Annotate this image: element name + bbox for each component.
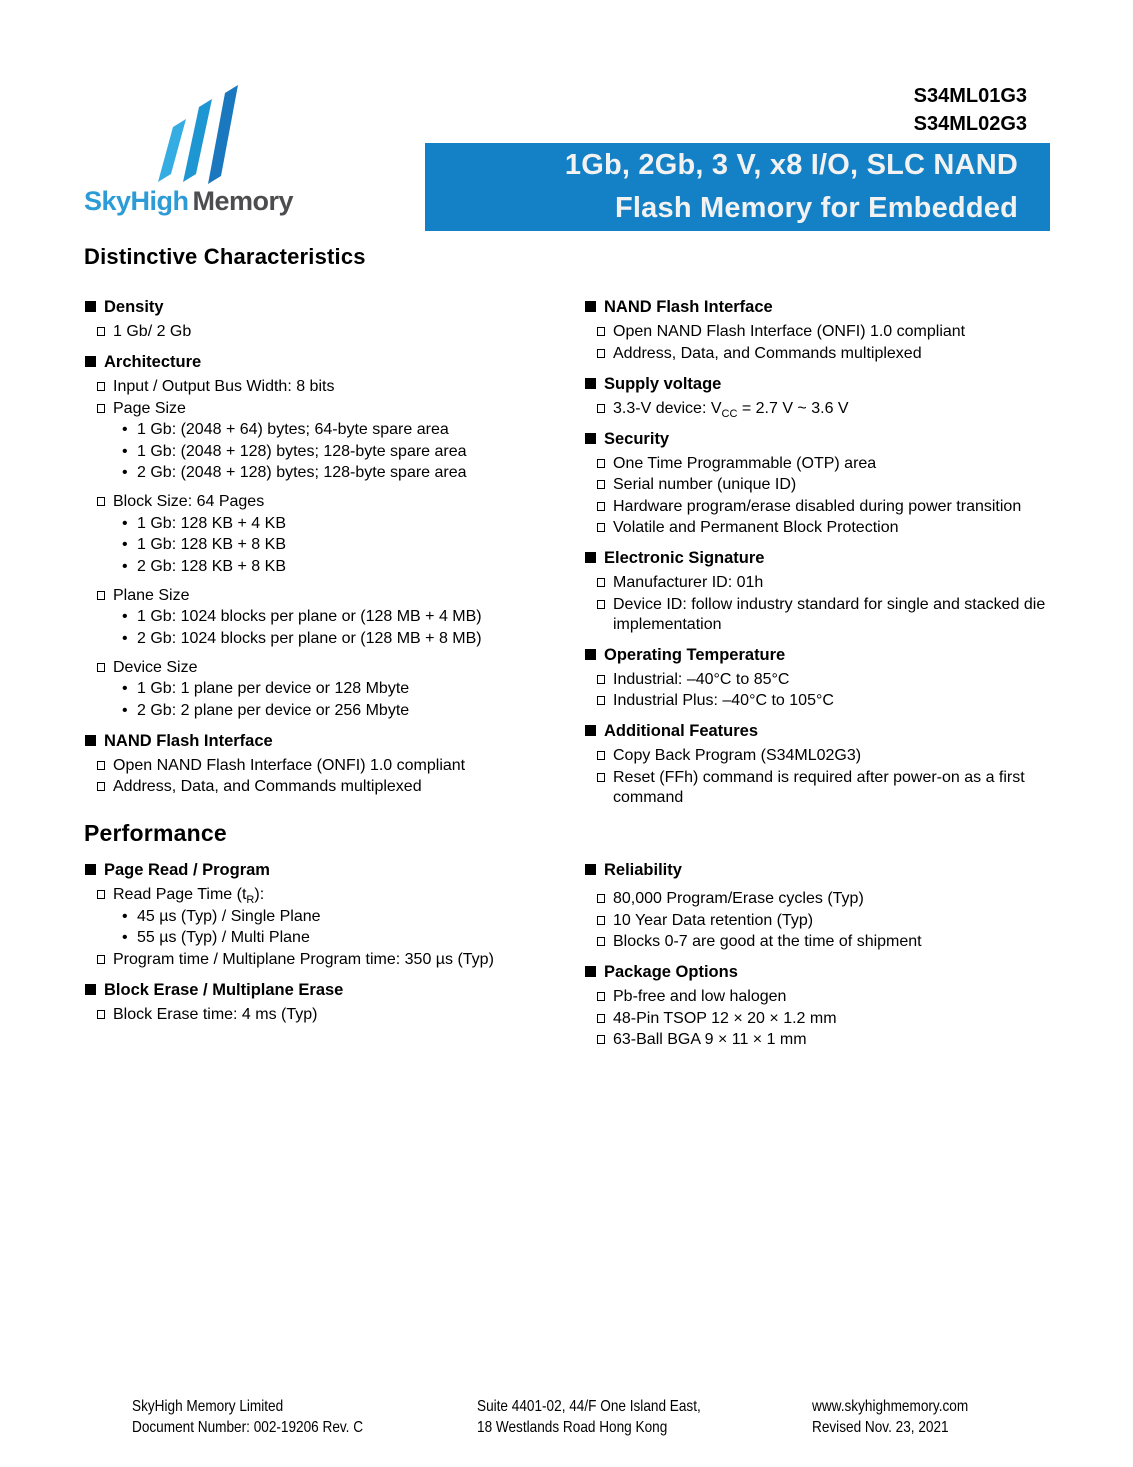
feature-item [97, 377, 576, 397]
feature-item-text: 2 Gb: 2 plane per device or 256 Mbyte [137, 701, 410, 719]
section-title-text: Density [104, 298, 164, 316]
feature-item-text: 1 Gb: 128 KB + 4 KB [137, 514, 286, 532]
feature-item-text: 45 µs (Typ) / Single Plane [137, 907, 321, 925]
skyhigh-logo [84, 85, 324, 217]
heading-distinctive-characteristics: Distinctive Characteristics [84, 244, 366, 269]
feature-item-text: One Time Programmable (OTP) area [613, 454, 877, 472]
feature-item [597, 889, 1066, 909]
section-title [584, 721, 1066, 741]
footer-website-revision [812, 1396, 968, 1438]
feature-item [597, 746, 1066, 766]
filled-square-bullet-icon [85, 735, 96, 746]
open-square-bullet-icon [597, 480, 605, 489]
feature-item-text: Address, Data, and Commands multiplexed [613, 344, 922, 362]
dot-bullet-icon: • [122, 536, 128, 553]
feature-section [584, 962, 1066, 1050]
feature-item [597, 322, 1066, 342]
open-square-bullet-icon [97, 591, 105, 600]
feature-item-text: Program time / Multiplane Program time: 350 µs (Typ) [113, 950, 494, 968]
section-title [84, 297, 576, 317]
dot-bullet-icon: • [122, 464, 128, 481]
feature-section [84, 980, 592, 1025]
section-title [584, 962, 1066, 982]
open-square-bullet-icon [97, 761, 105, 770]
feature-item-text: 1 Gb/ 2 Gb [113, 323, 192, 340]
open-square-bullet-icon [597, 1035, 605, 1044]
feature-subitem [122, 420, 576, 440]
feature-item-text: Hardware program/erase disabled during power transition [613, 497, 1022, 515]
filled-square-bullet-icon [85, 984, 96, 995]
logo-text-memory: Memory [192, 186, 294, 216]
filled-square-bullet-icon [85, 356, 96, 367]
feature-item [597, 932, 1066, 952]
filled-square-bullet-icon [85, 301, 96, 312]
feature-item-text: 80,000 Program/Erase cycles (Typ) [613, 890, 864, 907]
feature-item-text: Address, Data, and Commands multiplexed [113, 778, 422, 795]
feature-section [84, 297, 576, 342]
feature-item [597, 1009, 1066, 1029]
feature-item [97, 1005, 592, 1025]
feature-subitem [122, 514, 576, 534]
feature-section [584, 721, 1066, 808]
performance-right-column [584, 860, 1066, 1060]
section-title-text: Block Erase / Multiplane Erase [104, 980, 344, 999]
open-square-bullet-icon [597, 327, 605, 336]
feature-subitem [122, 607, 576, 627]
open-square-bullet-icon [97, 1010, 105, 1019]
feature-item-text: Page Size [113, 399, 186, 417]
feature-item-text: Input / Output Bus Width: 8 bits [113, 378, 335, 395]
filled-square-bullet-icon [585, 725, 596, 736]
text-segment: ): [254, 886, 265, 903]
subscript-text: CC [721, 407, 738, 420]
feature-item [597, 573, 1066, 593]
feature-subitem [122, 442, 576, 462]
feature-item-text: Industrial Plus: –40°C to 105°C [613, 692, 834, 709]
feature-item [97, 950, 592, 970]
filled-square-bullet-icon [585, 864, 596, 875]
open-square-bullet-icon [97, 404, 105, 413]
feature-item [597, 454, 1066, 474]
feature-item-text: Device ID: follow industry standard for single and stacked die implementation [613, 595, 1046, 633]
open-square-bullet-icon [597, 1014, 605, 1023]
part-number-2: S34ML02G3 [913, 113, 1027, 135]
feature-section [584, 429, 1066, 539]
feature-item-text [113, 885, 264, 905]
feature-item [97, 658, 576, 678]
banner-title-line-2: Flash Memory for Embedded [614, 192, 1018, 224]
feature-item [97, 777, 576, 797]
footer-address-line-2: 18 Westlands Road Hong Kong [477, 1419, 668, 1436]
feature-subitem [122, 629, 576, 649]
dot-bullet-icon: • [122, 557, 128, 575]
section-title-text: Operating Temperature [604, 645, 786, 664]
logo-bars-icon [158, 85, 248, 185]
section-title-text: Reliability [604, 861, 682, 879]
feature-item-text: 63-Ball BGA 9 × 11 × 1 mm [613, 1031, 807, 1048]
open-square-bullet-icon [597, 773, 605, 782]
feature-item-text: 1 Gb: (2048 + 128) bytes; 128-byte spare area [137, 442, 467, 460]
performance-left-column [84, 860, 592, 1035]
feature-item [97, 399, 576, 419]
heading-performance: Performance [84, 820, 227, 846]
dot-bullet-icon: • [122, 442, 128, 460]
feature-subitem [122, 463, 576, 483]
feature-item-text: 1 Gb: 1 plane per device or 128 Mbyte [137, 680, 410, 697]
footer-address-line-1: Suite 4401-02, 44/F One Island East, [477, 1398, 701, 1415]
section-title [84, 352, 576, 372]
feature-item [597, 399, 1066, 419]
feature-item-text: Volatile and Permanent Block Protection [613, 519, 899, 536]
feature-item-text: Device Size [113, 658, 198, 676]
feature-section [584, 548, 1066, 635]
feature-item-text: 2 Gb: (2048 + 128) bytes; 128-byte spare area [137, 464, 467, 481]
text-segment: = 2.7 V ~ 3.6 V [737, 399, 849, 417]
feature-item [597, 344, 1066, 364]
filled-square-bullet-icon [585, 649, 596, 660]
section-title-text: Architecture [104, 353, 202, 371]
feature-item [597, 497, 1066, 517]
feature-item-text: Industrial: –40°C to 85°C [613, 670, 790, 688]
feature-item-text: Blocks 0-7 are good at the time of shipment [613, 933, 922, 950]
feature-item-text: Open NAND Flash Interface (ONFI) 1.0 compliant [113, 756, 466, 774]
footer-address [477, 1396, 701, 1438]
feature-subitem [122, 535, 576, 555]
text-segment: Read Page Time (t [113, 886, 247, 903]
open-square-bullet-icon [597, 992, 605, 1001]
open-square-bullet-icon [597, 696, 605, 705]
footer-revision: Revised Nov. 23, 2021 [812, 1419, 949, 1436]
footer-document-number: Document Number: 002-19206 Rev. C [132, 1419, 364, 1436]
filled-square-bullet-icon [585, 301, 596, 312]
open-square-bullet-icon [97, 955, 105, 964]
feature-subitem [122, 907, 592, 927]
feature-section [584, 374, 1066, 419]
text-segment: 3.3-V device: V [613, 399, 722, 417]
feature-item-text: Open NAND Flash Interface (ONFI) 1.0 compliant [613, 323, 966, 340]
open-square-bullet-icon [597, 751, 605, 760]
feature-item-text: Pb-free and low halogen [613, 988, 787, 1005]
open-square-bullet-icon [597, 404, 605, 413]
logo-text-skyhigh: SkyHigh [84, 186, 189, 216]
feature-item-text: Serial number (unique ID) [613, 476, 797, 493]
section-title [584, 548, 1066, 568]
feature-item-text: Plane Size [113, 586, 190, 604]
section-title [84, 731, 576, 751]
feature-subitem [122, 701, 576, 721]
feature-item [597, 691, 1066, 711]
feature-item-text: Reset (FFh) command is required after power-on as a first command [613, 768, 1025, 806]
open-square-bullet-icon [597, 937, 605, 946]
open-square-bullet-icon [597, 600, 605, 609]
section-title [584, 374, 1066, 394]
characteristics-left-column [84, 297, 576, 807]
open-square-bullet-icon [97, 890, 105, 899]
feature-item [97, 492, 576, 512]
dot-bullet-icon: • [122, 680, 128, 697]
section-title-text: Security [604, 429, 670, 448]
feature-item [597, 670, 1066, 690]
subscript-text: R [246, 894, 255, 907]
section-title-text: Electronic Signature [604, 549, 765, 567]
open-square-bullet-icon [597, 578, 605, 587]
section-title-text: NAND Flash Interface [104, 731, 273, 750]
open-square-bullet-icon [97, 782, 105, 791]
open-square-bullet-icon [97, 497, 105, 506]
open-square-bullet-icon [97, 382, 105, 391]
feature-section [84, 860, 592, 970]
section-title [84, 980, 592, 1000]
feature-section [584, 645, 1066, 712]
section-title-text: Page Read / Program [104, 861, 270, 879]
footer-company-name: SkyHigh Memory Limited [132, 1398, 284, 1415]
feature-section [84, 731, 576, 798]
dot-bullet-icon: • [122, 608, 128, 625]
feature-item [597, 475, 1066, 495]
dot-bullet-icon: • [122, 907, 128, 925]
feature-item [597, 987, 1066, 1007]
part-numbers [727, 82, 1027, 138]
feature-item-text [613, 399, 849, 419]
feature-item [597, 518, 1066, 538]
section-title [584, 297, 1066, 317]
filled-square-bullet-icon [585, 378, 596, 389]
feature-item [597, 595, 1066, 635]
feature-section [584, 860, 1066, 952]
section-title [584, 429, 1066, 449]
open-square-bullet-icon [97, 663, 105, 672]
feature-item [97, 756, 576, 776]
feature-item [97, 586, 576, 606]
feature-item-text: 55 µs (Typ) / Multi Plane [137, 929, 310, 946]
open-square-bullet-icon [597, 675, 605, 684]
dot-bullet-icon: • [122, 929, 128, 946]
characteristics-right-column [584, 297, 1066, 818]
feature-subitem [122, 928, 592, 948]
feature-item-text: Copy Back Program (S34ML02G3) [613, 747, 862, 764]
section-title-text: NAND Flash Interface [604, 298, 773, 316]
feature-item-text: 2 Gb: 1024 blocks per plane or (128 MB + 8 MB) [137, 629, 482, 647]
filled-square-bullet-icon [585, 966, 596, 977]
dot-bullet-icon: • [122, 629, 128, 647]
section-title-text: Additional Features [604, 722, 759, 740]
section-title [584, 645, 1066, 665]
feature-item [97, 322, 576, 342]
filled-square-bullet-icon [585, 552, 596, 563]
section-title [584, 860, 1066, 880]
open-square-bullet-icon [597, 349, 605, 358]
open-square-bullet-icon [597, 523, 605, 532]
banner-title-line-1: 1Gb, 2Gb, 3 V, x8 I/O, SLC NAND [564, 149, 1018, 181]
filled-square-bullet-icon [585, 433, 596, 444]
feature-item-text: 48-Pin TSOP 12 × 20 × 1.2 mm [613, 1009, 837, 1027]
filled-square-bullet-icon [85, 864, 96, 875]
open-square-bullet-icon [597, 459, 605, 468]
logo-wordmark [84, 186, 324, 217]
feature-item-text: Block Erase time: 4 ms (Typ) [113, 1005, 318, 1023]
open-square-bullet-icon [97, 327, 105, 336]
dot-bullet-icon: • [122, 421, 128, 438]
feature-item-text: 1 Gb: 1024 blocks per plane or (128 MB + 4 MB) [137, 608, 482, 625]
feature-item [597, 911, 1066, 931]
feature-item-text: 1 Gb: (2048 + 64) bytes; 64-byte spare area [137, 421, 449, 438]
feature-subitem [122, 557, 576, 577]
open-square-bullet-icon [597, 916, 605, 925]
part-number-1: S34ML01G3 [913, 85, 1027, 107]
open-square-bullet-icon [597, 502, 605, 511]
feature-item-text: Manufacturer ID: 01h [613, 574, 764, 591]
feature-item [97, 885, 592, 905]
feature-subitem [122, 679, 576, 699]
title-banner [425, 143, 1050, 231]
section-title [84, 860, 592, 880]
feature-item [597, 768, 1066, 808]
section-title-text: Package Options [604, 963, 738, 981]
feature-item-text: 10 Year Data retention (Typ) [613, 911, 814, 929]
feature-item [597, 1030, 1066, 1050]
feature-item-text: 2 Gb: 128 KB + 8 KB [137, 557, 286, 575]
footer-company [132, 1396, 363, 1438]
dot-bullet-icon: • [122, 701, 128, 719]
feature-section [584, 297, 1066, 364]
open-square-bullet-icon [597, 894, 605, 903]
feature-section [84, 352, 576, 721]
dot-bullet-icon: • [122, 514, 128, 532]
feature-item-text: 1 Gb: 128 KB + 8 KB [137, 536, 286, 553]
feature-item-text: Block Size: 64 Pages [113, 493, 265, 510]
footer-website: www.skyhighmemory.com [812, 1398, 969, 1415]
section-title-text: Supply voltage [604, 374, 722, 393]
